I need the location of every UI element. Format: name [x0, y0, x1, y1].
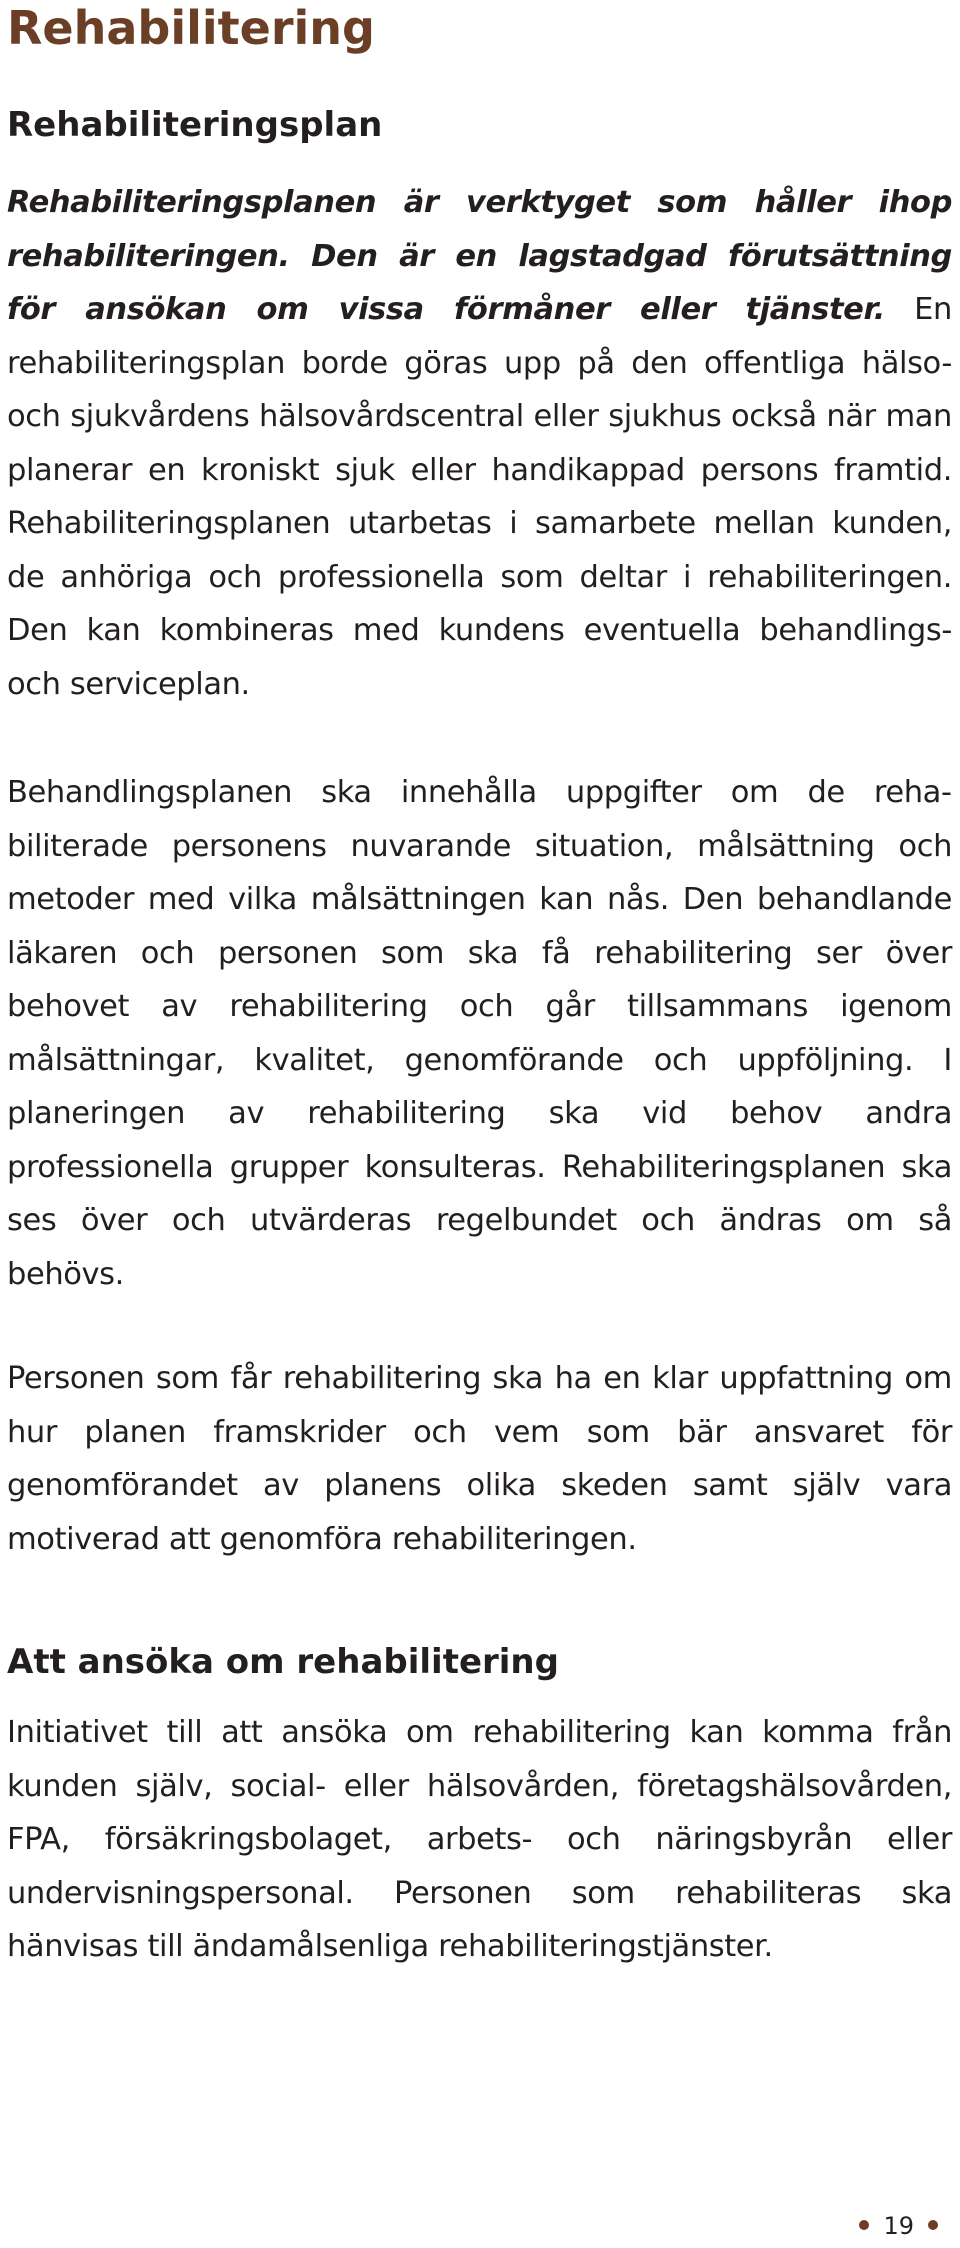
paragraph-intro — [7, 176, 952, 711]
bullet-icon — [859, 2220, 869, 2230]
paragraph-initiativet: Initiativet till att ansöka om rehabilitering kan komma från kunden själv, social- eller hälsovården, företagshälsovården, FPA, försäkringsbolaget, arbets- och näringsbyrån eller undervisningspersonal. Personen som rehabiliteras ska hänvisas till ändamålsenliga rehabiliteringstjänster. — [7, 1715, 952, 1964]
paragraph-intro-lead: Rehabiliteringsplanen är verktyget som håller ihop rehabiliteringen. Den är en lagstadgad förutsättning för ansökan om vissa förmåner eller tjänster. — [7, 185, 952, 327]
paragraph-personen: Personen som får rehabilitering ska ha en klar uppfattning om hur planen framskrider och vem som bär ansvaret för genomförandet av planens olika skeden samt själv vara motiverad att genomföra rehabiliteringen. — [7, 1361, 952, 1557]
bullet-icon — [928, 2220, 938, 2230]
page-number: 19 — [883, 2212, 914, 2240]
section-heading-rehabiliteringsplan: Rehabiliteringsplan — [7, 105, 383, 145]
paragraph-intro-body: En rehabiliteringsplan borde göras upp på den offentliga hälso- och sjukvårdens hälsovårdscentral eller sjukhus också när man planerar en kroniskt sjuk eller handikappad persons framtid. Rehabiliteringsplanen utarbetas i samarbete mellan kunden, de anhöriga och professionella som deltar i rehabiliteringen. Den kan kombineras med kundens eventuella behandlings- och serviceplan. — [7, 292, 952, 702]
page-footer — [845, 2211, 952, 2241]
section-heading-att-ansoka: Att ansöka om rehabilitering — [7, 1642, 559, 1682]
paragraph-behandlingsplan: Behandlingsplanen ska innehålla uppgifter om de rehabiliterade personens nuvarande situation, målsättning och metoder med vilka målsättningen kan nås. Den behandlande läkaren och personen som ska få rehabilitering ser över behovet av rehabilitering och går tillsammans igenom målsättningar, kvalitet, genomförande och uppföljning. I planeringen av rehabilitering ska vid behov andra professionella grupper konsulteras. Rehabiliteringsplanen ska ses över och utvärderas regelbundet och ändras om så behövs. — [7, 775, 952, 1292]
page-title: Rehabilitering — [7, 1, 375, 55]
